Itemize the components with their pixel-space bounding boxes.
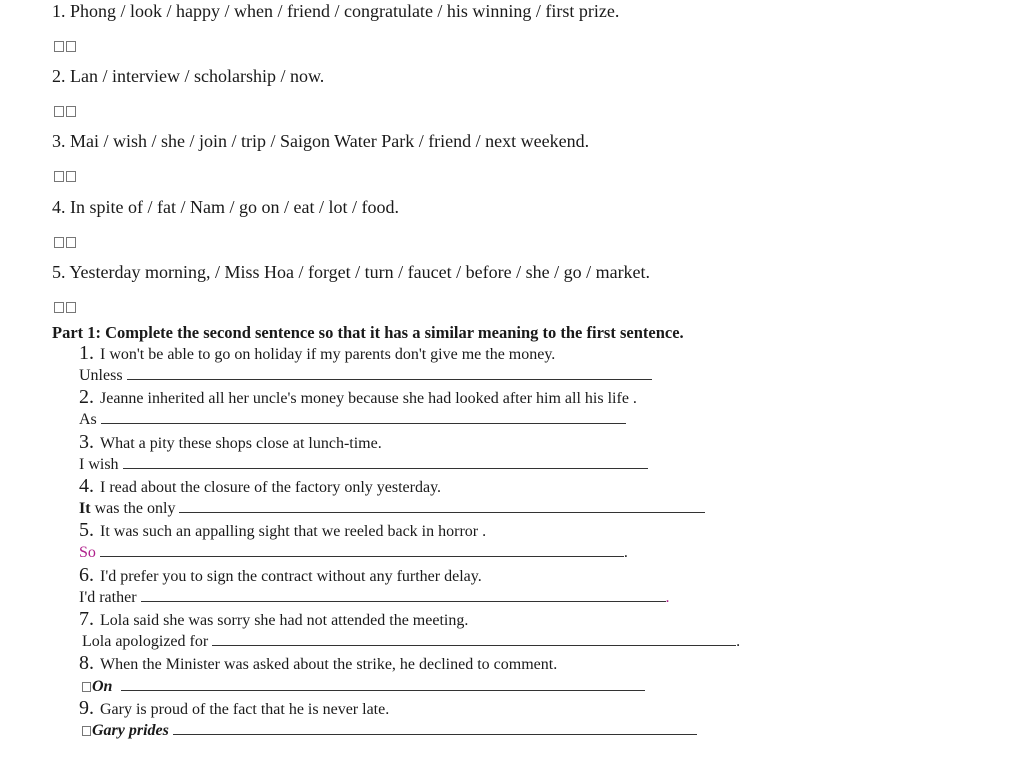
- answer-end: .: [665, 589, 670, 606]
- answer-placeholder-boxes: [54, 37, 78, 55]
- answer-end: .: [623, 544, 628, 561]
- answer-line[interactable]: [173, 722, 697, 735]
- answer-line[interactable]: [100, 544, 624, 557]
- item-sentence: I read about the closure of the factory only yesterday.: [100, 479, 442, 496]
- part1-answer-9: [82, 722, 697, 740]
- part1-heading: Part 1: Complete the second sentence so that it has a similar meaning to the first sentence.: [52, 323, 684, 342]
- answer-start-bold: It: [79, 500, 91, 517]
- item-sentence: It was such an appalling sight that we reeled back in horror .: [100, 523, 487, 540]
- item-sentence: Lola said she was sorry she had not attended the meeting.: [100, 612, 469, 629]
- item-number: 5.: [79, 519, 94, 541]
- item-number: 7.: [79, 608, 94, 630]
- part1-answer-7: [82, 633, 740, 651]
- part1-answer-5: [79, 544, 628, 562]
- item-sentence: Jeanne inherited all her uncle's money because she had looked after him all his life .: [100, 390, 637, 407]
- part1-answer-3: [79, 456, 648, 474]
- item-number: 2.: [79, 386, 94, 408]
- answer-start: I wish: [79, 456, 119, 473]
- answer-end: .: [736, 633, 741, 650]
- answer-start: I'd rather: [79, 589, 137, 606]
- answer-line[interactable]: [127, 367, 652, 380]
- item-number: 4.: [79, 475, 94, 497]
- part1-answer-1: [79, 367, 652, 385]
- part1-answer-8: [82, 678, 645, 696]
- part1-item-5: [79, 519, 486, 542]
- rewrite-item-2: 2. Lan / interview / scholarship / now.: [52, 66, 325, 86]
- answer-placeholder-boxes: [54, 167, 78, 185]
- answer-line[interactable]: [212, 633, 736, 646]
- rewrite-item-1: 1. Phong / look / happy / when / friend / congratulate / his winning / first prize.: [52, 1, 620, 21]
- answer-start: On: [92, 678, 113, 695]
- item-number: 9.: [79, 697, 94, 719]
- answer-placeholder-boxes: [54, 102, 78, 120]
- item-sentence: When the Minister was asked about the strike, he declined to comment.: [100, 656, 558, 673]
- answer-start: was the only: [94, 500, 176, 517]
- answer-start: As: [79, 411, 97, 428]
- part1-item-1: [79, 342, 555, 365]
- answer-start: So: [79, 544, 96, 561]
- part1-answer-6: [79, 589, 670, 607]
- answer-placeholder-boxes: [54, 298, 78, 316]
- rewrite-item-5: 5. Yesterday morning, / Miss Hoa / forget / turn / faucet / before / she / go / market.: [52, 262, 651, 282]
- part1-item-9: [79, 697, 389, 720]
- answer-line[interactable]: [101, 411, 626, 424]
- item-number: 6.: [79, 564, 94, 586]
- item-number: 3.: [79, 431, 94, 453]
- part1-item-7: [79, 608, 468, 631]
- answer-placeholder-boxes: [54, 233, 78, 251]
- item-sentence: I won't be able to go on holiday if my parents don't give me the money.: [100, 346, 556, 363]
- answer-start: Gary prides: [92, 722, 169, 739]
- rewrite-item-3: 3. Mai / wish / she / join / trip / Saigon Water Park / friend / next weekend.: [52, 131, 590, 151]
- answer-line[interactable]: [123, 456, 648, 469]
- answer-line[interactable]: [179, 500, 705, 513]
- answer-start: Lola apologized for: [82, 633, 209, 650]
- answer-line[interactable]: [121, 678, 645, 691]
- placeholder-box: [82, 726, 91, 736]
- item-sentence: I'd prefer you to sign the contract without any further delay.: [100, 568, 482, 585]
- item-number: 1.: [79, 342, 94, 364]
- rewrite-item-4: 4. In spite of / fat / Nam / go on / eat / lot / food.: [52, 197, 399, 217]
- part1-answer-2: [79, 411, 626, 429]
- part1-item-3: [79, 431, 382, 454]
- part1-item-2: [79, 386, 637, 409]
- part1-answer-4: [79, 500, 705, 518]
- part1-item-8: [79, 652, 557, 675]
- answer-start: Unless: [79, 367, 123, 384]
- placeholder-box: [82, 682, 91, 692]
- item-sentence: What a pity these shops close at lunch-time.: [100, 435, 382, 452]
- item-number: 8.: [79, 652, 94, 674]
- part1-item-6: [79, 564, 482, 587]
- item-sentence: Gary is proud of the fact that he is never late.: [100, 701, 390, 718]
- answer-line[interactable]: [141, 589, 666, 602]
- part1-item-4: [79, 475, 441, 498]
